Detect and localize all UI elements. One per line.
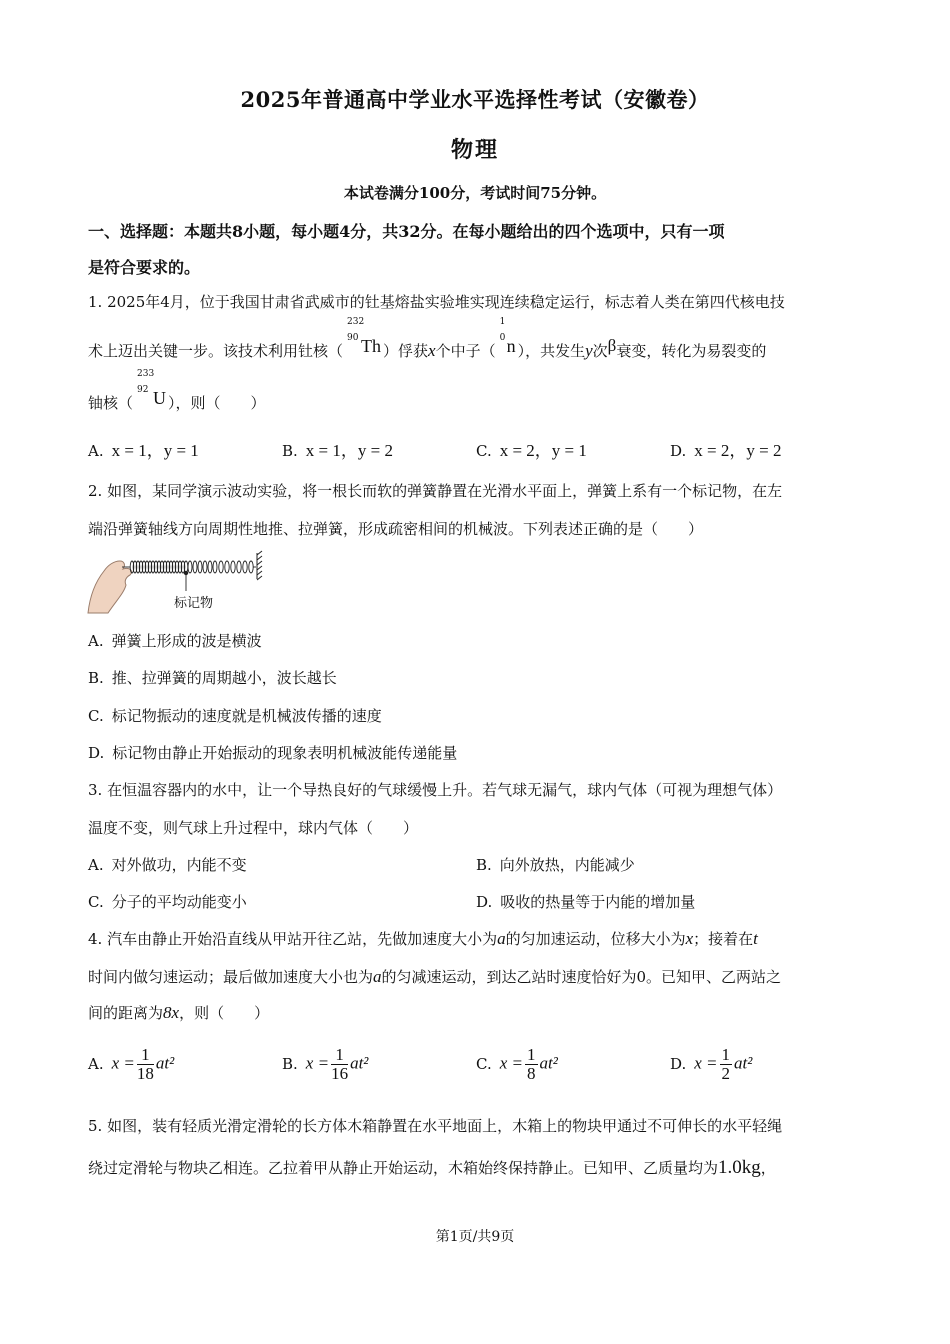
q5-line2: 绕过定滑轮与物块乙相连。乙拉着甲从静止开始运动，木箱始终保持静止。已知甲、乙质量均为1.0kg， (88, 1157, 776, 1178)
section-heading-line1: 一、选择题：本题共8小题，每小题4分，共32分。在每小题给出的四个选项中，只有一项 (88, 222, 725, 241)
q4-line2: 时间内做匀速运动；最后做加速度大小也为a的匀减速运动，到达乙站时速度恰好为0。已知甲、乙两站之 (88, 967, 782, 986)
fraction: $\frac{1}{8}$ (527, 1045, 536, 1083)
section-heading-line2: 是符合要求的。 (88, 258, 201, 277)
q4-option-a[interactable]: A. x = $\frac{1}{18}$ at² (88, 1045, 175, 1083)
q2-option-a[interactable]: A. 弹簧上形成的波是横波 (88, 632, 262, 650)
q3-option-c[interactable]: C. 分子的平均动能变小 (88, 893, 247, 911)
exam-title: 2025年普通高中学业水平选择性考试（安徽卷） (240, 87, 710, 112)
q3-line1: 3. 在恒温容器内的水中，让一个导热良好的气球缓慢上升。若气球无漏气，球内气体（可视为理想气体） (88, 781, 783, 799)
q4-option-b[interactable]: B. x = $\frac{1}{16}$ at² (282, 1045, 369, 1083)
neutron-nuclide: 1 0 n (499, 317, 516, 356)
q1-line3: 铀核（ 233 92 U ），则（ ） (88, 369, 266, 412)
q1-option-c[interactable]: C. x = 2，y = 1 (476, 441, 587, 460)
q2-option-d[interactable]: D. 标记物由静止开始振动的现象表明机械波能传递能量 (88, 744, 458, 762)
figure-label-marker: 标记物 (174, 596, 214, 611)
uranium-nuclide: 233 92 U (137, 369, 167, 408)
section-heading (88, 214, 868, 286)
hand-illustration (88, 561, 132, 613)
q1-line2: 术上迈出关键一步。该技术利用钍核（ 232 90 Th ）俘获x个中子（ 1 0 n ），共发生y次β衰变，转化为易裂变的 (88, 317, 767, 360)
q3-option-a[interactable]: A. 对外做功，内能不变 (88, 856, 247, 874)
thorium-nuclide: 232 90 Th (347, 317, 382, 356)
fraction: $\frac{1}{16}$ (331, 1045, 349, 1083)
q2-option-c[interactable]: C. 标记物振动的速度就是机械波传播的速度 (88, 707, 382, 725)
q4-option-c[interactable]: C. x = $\frac{1}{8}$ at² (476, 1045, 558, 1083)
exam-info: 本试卷满分100分，考试时间75分钟。 (343, 184, 607, 202)
q1-line1: 1. 2025年4月，位于我国甘肃省武威市的钍基熔盐实验堆实现连续稳定运行，标志着人类在第四代核电技 (88, 293, 785, 311)
q1-option-a[interactable]: A. x = 1，y = 1 (88, 441, 199, 460)
spring-coils (122, 561, 256, 573)
marker-dot (184, 571, 188, 575)
q5-line1: 5. 如图，装有轻质光滑定滑轮的长方体木箱静置在水平地面上，木箱上的物块甲通过不可伸长的水平轻绳 (88, 1117, 783, 1135)
q2-line1: 2. 如图，某同学演示波动实验，将一根长而软的弹簧静置在光滑水平面上，弹簧上系有一个标记物，在左 (88, 482, 783, 500)
q1-option-b[interactable]: B. x = 1，y = 2 (282, 441, 393, 460)
q3-line2: 温度不变，则气球上升过程中，球内气体（ ） (88, 819, 419, 837)
q4-option-d[interactable]: D. x = $\frac{1}{2}$ at² (670, 1045, 753, 1083)
fraction: $\frac{1}{2}$ (721, 1045, 731, 1083)
q4-line3: 间的距离为8x，则（ ） (88, 1003, 270, 1022)
q2-option-b[interactable]: B. 推、拉弹簧的周期越小，波长越长 (88, 669, 337, 687)
subject-title: 物理 (450, 137, 499, 163)
q3-option-d[interactable]: D. 吸收的热量等于内能的增加量 (476, 893, 696, 911)
fraction: $\frac{1}{18}$ (136, 1045, 154, 1083)
q2-line2: 端沿弹簧轴线方向周期性地推、拉弹簧，形成疏密相间的机械波。下列表述正确的是（ ） (88, 520, 704, 538)
page-number: 第1页/共9页 (435, 1229, 515, 1245)
q4-line1: 4. 汽车由静止开始沿直线从甲站开往乙站，先做加速度大小为a的匀加速运动，位移大小为x；接着在t (88, 929, 758, 948)
q3-option-b[interactable]: B. 向外放热，内能减少 (476, 856, 635, 874)
q1-option-d[interactable]: D. x = 2，y = 2 (670, 441, 782, 460)
wall (257, 551, 262, 580)
